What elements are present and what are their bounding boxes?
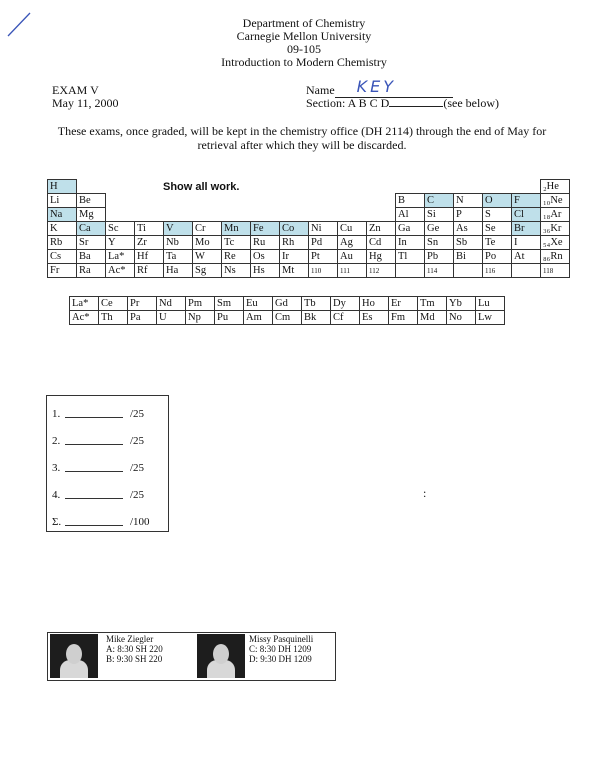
ta-section-c: C: 8:30 DH 1209 [249, 644, 312, 654]
element-cell: Pr [128, 297, 157, 311]
element-cell: Tc [222, 236, 251, 250]
empty-gap [367, 208, 396, 222]
element-cell: Nb [164, 236, 193, 250]
empty-gap [222, 208, 251, 222]
element-cell: Ra [77, 264, 106, 278]
element-cell: 110 [309, 264, 338, 278]
element-cell: ₈₆Rn [541, 250, 570, 264]
element-cell: Au [338, 250, 367, 264]
score-max: /25 [130, 462, 145, 474]
score-max: /25 [130, 435, 145, 447]
element-cell: Pd [309, 236, 338, 250]
element-cell: Co [280, 222, 309, 236]
lanthanides-row [70, 297, 505, 311]
element-cell: ₅₄Xe [541, 236, 570, 250]
score-label: 1. [52, 408, 61, 420]
element-cell: Ge [425, 222, 454, 236]
university-line: Carnegie Mellon University [236, 29, 372, 43]
element-cell: Am [244, 311, 273, 325]
ta-photo-ziegler [50, 634, 98, 678]
empty-gap [135, 180, 164, 194]
empty-gap [106, 180, 135, 194]
element-cell: Ac* [70, 311, 99, 325]
empty-gap [251, 180, 280, 194]
course-title: Introduction to Modern Chemistry [221, 55, 387, 69]
score-box [46, 395, 169, 532]
exam-date: May 11, 2000 [52, 96, 119, 110]
element-cell: Lw [476, 311, 505, 325]
score-label: 2. [52, 435, 61, 447]
empty-gap [193, 208, 222, 222]
element-cell: Np [186, 311, 215, 325]
retention-notice: These exams, once graded, will be kept in the chemistry office (DH 2114) through the end of May for retrieval after which they will be discarded. [57, 124, 547, 152]
element-cell: Eu [244, 297, 273, 311]
element-cell: ₁₈Ar [541, 208, 570, 222]
element-cell: Rb [48, 236, 77, 250]
element-cell: Mo [193, 236, 222, 250]
empty-gap [396, 180, 425, 194]
element-cell: Ns [222, 264, 251, 278]
empty-gap [309, 208, 338, 222]
element-cell: Dy [331, 297, 360, 311]
score-blank[interactable] [65, 515, 123, 526]
element-cell: F [512, 194, 541, 208]
ta-section-a: A: 8:30 SH 220 [106, 644, 163, 654]
element-cell: V [164, 222, 193, 236]
element-cell: Ho [360, 297, 389, 311]
department-line: Department of Chemistry [242, 16, 366, 30]
element-cell [454, 264, 483, 278]
empty-gap [425, 180, 454, 194]
element-cell: Y [106, 236, 135, 250]
element-cell: Pu [215, 311, 244, 325]
empty-gap [193, 180, 222, 194]
empty-gap [280, 208, 309, 222]
element-cell: 118 [541, 264, 570, 278]
empty-gap [483, 180, 512, 194]
element-cell: Pa [128, 311, 157, 325]
element-cell: Ba [77, 250, 106, 264]
element-cell: Os [251, 250, 280, 264]
empty-gap [222, 180, 251, 194]
element-cell: Mg [77, 208, 106, 222]
score-row[interactable] [47, 450, 168, 477]
element-cell: Rf [135, 264, 164, 278]
empty-gap [164, 180, 193, 194]
empty-gap [251, 208, 280, 222]
element-cell: K [48, 222, 77, 236]
score-label: 3. [52, 462, 61, 474]
empty-gap [338, 208, 367, 222]
empty-gap [309, 180, 338, 194]
element-cell: Tl [396, 250, 425, 264]
element-cell: O [483, 194, 512, 208]
f-block-table [69, 296, 505, 325]
element-cell: No [447, 311, 476, 325]
element-cell: Mn [222, 222, 251, 236]
score-label: 4. [52, 489, 61, 501]
element-cell: Cd [367, 236, 396, 250]
element-cell: Er [389, 297, 418, 311]
element-cell: W [193, 250, 222, 264]
empty-gap [135, 208, 164, 222]
ta-info-pasquinelli [249, 634, 313, 664]
periodic-row [48, 208, 570, 222]
empty-gap [280, 194, 309, 208]
empty-gap [512, 180, 541, 194]
element-cell: Es [360, 311, 389, 325]
ta-section-box [47, 632, 336, 681]
ta-photo-pasquinelli [197, 634, 245, 678]
element-cell: Cf [331, 311, 360, 325]
element-cell: Cu [338, 222, 367, 236]
element-cell: B [396, 194, 425, 208]
element-cell: Yb [447, 297, 476, 311]
actinides-row [70, 311, 505, 325]
element-cell: Tb [302, 297, 331, 311]
element-cell: Sc [106, 222, 135, 236]
element-cell: Lu [476, 297, 505, 311]
element-cell: Mt [280, 264, 309, 278]
element-cell: I [512, 236, 541, 250]
score-blank[interactable] [65, 407, 123, 418]
element-cell: N [454, 194, 483, 208]
element-cell: Po [483, 250, 512, 264]
element-cell: ₂He [541, 180, 570, 194]
empty-gap [193, 194, 222, 208]
element-cell: Ag [338, 236, 367, 250]
element-cell: Tm [418, 297, 447, 311]
name-value: KEY [356, 77, 397, 96]
element-cell: H [48, 180, 77, 194]
element-cell: Li [48, 194, 77, 208]
empty-gap [77, 180, 106, 194]
section-hint: (see below) [443, 96, 499, 110]
element-cell: As [454, 222, 483, 236]
element-cell: 116 [483, 264, 512, 278]
element-cell: In [396, 236, 425, 250]
score-row[interactable] [47, 396, 168, 423]
element-cell: P [454, 208, 483, 222]
empty-gap [309, 194, 338, 208]
ta-name: Mike Ziegler [106, 634, 154, 644]
score-row[interactable] [47, 423, 168, 450]
element-cell: La* [106, 250, 135, 264]
element-cell: Na [48, 208, 77, 222]
element-cell: Hf [135, 250, 164, 264]
element-cell: Fm [389, 311, 418, 325]
stray-mark: : [423, 486, 427, 500]
element-cell: Te [483, 236, 512, 250]
element-cell: Sb [454, 236, 483, 250]
element-cell: Si [425, 208, 454, 222]
element-cell: Gd [273, 297, 302, 311]
element-cell: Cm [273, 311, 302, 325]
course-number: 09-105 [287, 42, 321, 56]
periodic-row [48, 250, 570, 264]
element-cell: Re [222, 250, 251, 264]
empty-gap [222, 194, 251, 208]
element-cell: C [425, 194, 454, 208]
element-cell: Ac* [106, 264, 135, 278]
periodic-row [48, 194, 570, 208]
element-cell: 114 [425, 264, 454, 278]
empty-gap [135, 194, 164, 208]
element-cell: Ru [251, 236, 280, 250]
empty-gap [338, 180, 367, 194]
element-cell: Se [483, 222, 512, 236]
element-cell: Ir [280, 250, 309, 264]
element-cell: Bk [302, 311, 331, 325]
empty-gap [338, 194, 367, 208]
section-field[interactable] [306, 96, 499, 111]
ta-section-d: D: 9:30 DH 1209 [249, 654, 312, 664]
element-cell: Rh [280, 236, 309, 250]
element-cell: Al [396, 208, 425, 222]
score-row[interactable] [47, 477, 168, 504]
empty-gap [367, 180, 396, 194]
show-work-instruction: Show all work. [163, 181, 240, 193]
periodic-row [48, 236, 570, 250]
element-cell: Ha [164, 264, 193, 278]
ta-info-ziegler [106, 634, 163, 664]
empty-gap [280, 180, 309, 194]
element-cell: Th [99, 311, 128, 325]
element-cell: At [512, 250, 541, 264]
score-blank[interactable] [65, 488, 123, 499]
element-cell: Ca [77, 222, 106, 236]
element-cell: Hg [367, 250, 396, 264]
element-cell: Sn [425, 236, 454, 250]
element-cell: S [483, 208, 512, 222]
element-cell: Ti [135, 222, 164, 236]
element-cell: Sr [77, 236, 106, 250]
section-label: Section: A B C D [306, 96, 390, 110]
element-cell: Nd [157, 297, 186, 311]
periodic-table [47, 179, 570, 278]
element-cell: La* [70, 297, 99, 311]
element-cell: Bi [454, 250, 483, 264]
element-cell [512, 264, 541, 278]
element-cell: Zr [135, 236, 164, 250]
score-label: Σ. [52, 516, 62, 528]
empty-gap [106, 208, 135, 222]
element-cell: 112 [367, 264, 396, 278]
score-max: /100 [130, 516, 150, 528]
score-row[interactable] [47, 504, 168, 531]
score-blank[interactable] [65, 461, 123, 472]
element-cell: Md [418, 311, 447, 325]
element-cell: Sm [215, 297, 244, 311]
element-cell: Ta [164, 250, 193, 264]
element-cell: Fe [251, 222, 280, 236]
exam-title: EXAM V [52, 83, 99, 97]
element-cell: Ga [396, 222, 425, 236]
periodic-row [48, 180, 570, 194]
element-cell: Cl [512, 208, 541, 222]
score-max: /25 [130, 408, 145, 420]
element-cell: Pb [425, 250, 454, 264]
element-cell: Hs [251, 264, 280, 278]
score-blank[interactable] [65, 434, 123, 445]
element-cell [396, 264, 425, 278]
element-cell: Br [512, 222, 541, 236]
element-cell: Pt [309, 250, 338, 264]
empty-gap [164, 194, 193, 208]
empty-gap [454, 180, 483, 194]
element-cell: 111 [338, 264, 367, 278]
element-cell: Ni [309, 222, 338, 236]
element-cell: U [157, 311, 186, 325]
element-cell: Zn [367, 222, 396, 236]
element-cell: Fr [48, 264, 77, 278]
element-cell: Cr [193, 222, 222, 236]
periodic-row [48, 222, 570, 236]
element-cell: ₃₆Kr [541, 222, 570, 236]
empty-gap [367, 194, 396, 208]
empty-gap [164, 208, 193, 222]
empty-gap [106, 194, 135, 208]
name-label: Name [306, 83, 335, 97]
element-cell: Ce [99, 297, 128, 311]
element-cell: Sg [193, 264, 222, 278]
periodic-row [48, 264, 570, 278]
element-cell: ₁₀Ne [541, 194, 570, 208]
score-max: /25 [130, 489, 145, 501]
element-cell: Be [77, 194, 106, 208]
element-cell: Pm [186, 297, 215, 311]
ta-section-b: B: 9:30 SH 220 [106, 654, 163, 664]
ta-name: Missy Pasquinelli [249, 634, 314, 644]
element-cell: Cs [48, 250, 77, 264]
empty-gap [251, 194, 280, 208]
